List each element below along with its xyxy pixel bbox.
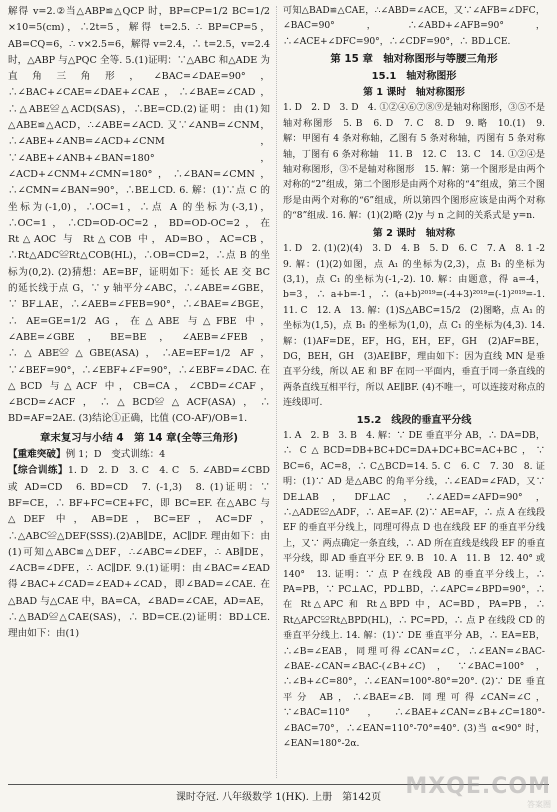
section-heading: 15.2 线段的垂直平分线 [356, 414, 472, 426]
section-heading: 15.1 轴对称图形 [371, 70, 457, 82]
chapter-heading: 第 15 章 轴对称图形与等腰三角形 [330, 53, 498, 66]
watermark-text: MXQE.COM [405, 774, 551, 799]
watermark-subtext: 答案圈 [527, 800, 551, 809]
section-tag: 【综合训练】 [8, 465, 68, 477]
answer-paragraph [283, 101, 545, 224]
paragraph-text: 1. D 2. D 3. D 4. ①②④⑥⑦⑧⑨是轴对称图形，③⑤不是轴对称图形 5. B 6. D 7. C 8. D 9. 略 10.(1) 9. 解：甲图有 4 条对称轴，乙图有 5 条对称轴，丙图有 5 条对称轴，丁图有 6 条对称轴 11. B 12. C 13. C 14. ①②④是轴对称图形，③不是轴对称图形 15. 解：第一个图形是由两个对称的“2”组成，第二个图形是由两个对称的“4”组成，第三个图形是由两个对称的“6”组成，所以第四个图形应该是由两个对称的“8”组成. 16. 解：(1)(2)略 (2)y 与 n 之间的关系式是 y=n. [283, 103, 545, 222]
paragraph-text: 可知△BAD≌△CAE，∴∠ABD=∠ACE，又∵∠AFB=∠DFC，∠BAC=90°，∴∠ABD+∠AFB=90°，∴∠ACE+∠DFC=90°，∴∠CDF=90°，∴ BD⊥CE. [283, 6, 545, 47]
lesson-heading: 第 2 课时 轴对称 [372, 227, 456, 239]
paragraph-text: 解得 v=2.②当△ABP≌△QCP 时，BP=CP=1/2 BC=1/2 ×10=5(cm)，∴2t=5，解得 t=2.5. ∴ BP=CP=5，AB=CQ=6，∴ v×2.5=6，解得 v=2.4，∴ t=2.5，v=2.4 时，△ABP 与△PQC 全等. 5.(1)证明：∵△ABC 和△ADE 为直角三角形，∠BAC=∠DAE=90°，∴∠BAC+∠CAE=∠DAE+∠CAE，∴∠BAE=∠CAD，∴△ABE≌△ACD(SAS)，∴BE=CD.(2)证明：由(1)知△ABE≌△ACD，∴∠ABE=∠ACD. 又∵∠ANB=∠CNM，∴∠ABE+∠ANB=∠ACD+∠CNM，∵∠ABE+∠ANB+∠BAN=180°，∠ACD+∠CNM+∠CMN=180°，∴∠BAN=∠CMN，∴∠CMN=∠BAN=90°，∴BE⊥CD. 6. 解：(1)∵点 C 的坐标为(-1,0)，∴OC=1，∴点 A 的坐标为(-3,1)，∴OC=1，∴CD=OD-OC=2，BD=OD-OC=2，在 Rt△AOC 与 Rt△COB 中，AD=BO，AC=CB，∴Rt△ADC≌Rt△COB(HL)，∴OB=CD=2，∴点 B 的坐标为(0,2). (2)猜想：AE=BF，证明如下：延长 AE 交 BC 的延长线于点 G，∵ y 轴平分∠ABC，∴∠ABE=∠GBE，∵ BF⊥AE，∴∠AEB=∠FEB=90°，∴∠BAE=∠BGE，∴ AE=GE=1/2 AG，在△ABE 与△FBE 中，∠ABE=∠GBE，BE=BE，∠AEB=∠FEB，∴△ABE≌△GBE(ASA)，∴AE=EF=1/2 AF，∵∠BEF=90°，∴∠EBF+∠F=90°，∴∠EBF=∠DAC. 在△BCD 与△ACF 中，CB=CA，∠CBD=∠CAF，∠BCD=∠ACF，∴△BCD≌△ACF(ASA)，∴ BD=AF=2AE. (3)结论①正确，比值 (CO-AF)/OB=1. [8, 6, 270, 425]
chapter-heading: 章末复习与小结 4 第 14 章(全等三角形) [40, 431, 238, 444]
answer-paragraph [283, 242, 555, 411]
answer-paragraph [8, 4, 270, 428]
paragraph-text: 1. D 2. D 3. C 4. C 5. ∠ABD=∠CBD 或 AD=CD 6. BD=CD 7. (-1,3) 8. (1)证明：∵ BF=CE，∴ BF+FC=CE+FC，即 BC=EF. 在△ABC 与△DEF 中，AB=DE，BC=EF，AC=DF，∴△ABC≌△DEF(SSS).(2)AB∥DE，AC∥DF. 理由如下：由(1)可知△ABC≌△DEF，∴∠ABC=∠DEF，∴ AB∥DE，∠ACB=∠DFE，∴ AC∥DF. 9.(1)证明：由∠BAC=∠EAD 得∠BAC+∠CAD=∠EAD+∠CAD，即∠BAD=∠CAE. 在△BAD 与△CAE 中，BA=CA，∠BAD=∠CAE，AD=AE，∴△BAD≌△CAE(SAS)，∴ BD=CE.(2)证明：BD⊥CE. 理由如下：由(1) [8, 465, 270, 640]
right-column [283, 4, 555, 753]
lesson-heading: 第 1 课时 轴对称图形 [363, 87, 465, 99]
paragraph-text: 例 1；D 变式训练：4 [65, 449, 166, 461]
left-column [8, 4, 270, 643]
paragraph-text: 1. D 2. (1)(2)(4) 3. D 4. B 5. D 6. C 7. A 8. 1 -2 9. 解：(1)(2)如图，点 A₁ 的坐标为(2,3)，点 B₁ 的坐标为(3,1)，点 C₁ 的坐标为(-1,-2). 10. 解：由题意，得 a=-4，b=3，∴ a+b=-1，∴ (a+b)²⁰¹⁹=(-4+3)²⁰¹⁹=(-1)²⁰¹⁹=-1. 11. C 12. A 13. 解：(1)S△ABC=15/2 (2)图略，点 A₁ 的坐标为(1,5)，点 B₁ 的坐标为(1,0)，点 C₁ 的坐标为(4,3). 14. 解：(1)AF=DE，EF，HG，EH，EF，GH (2)AF=BE，DG，BEH，GH (3)AE∥BF，理由如下：因为直线 MN 是垂直平分线，所以 AE 和 BF 在同一平面内，垂直于同一条直线的两条直线互相平行，所以 AE∥BF. (4)不唯一，可以连接对称点的连线即可. [283, 244, 555, 409]
answer-paragraph [8, 463, 270, 642]
watermark-logo [405, 774, 551, 810]
paragraph-text: 1. A 2. B 3. B 4. 解：∵ DE 垂直平分 AB，∴ DA=DB，∴ C△BCD=DB+BC+DC=DA+DC+BC=AC+BC，∵ BC=6，AC=8，∴ C△BCD=14. 5. C 6. C 7. 30 8. 证明：(1)∵ AD 是△ABC 的角平分线，∴∠EAD=∠FAD，又∵ DE⊥AB，DF⊥AC，∴∠AED=∠AFD=90°，∴△ADE≌△ADF，∴ AE=AF. (2)∵ AE=AF，∴ 点 A 在线段 EF 的垂直平分线上，同理可得点 D 也在线段 EF 的垂直平分线上，又∵ 两点确定一条直线，∴ AD 所在直线是线段 EF 的垂直平分线，即 AD 垂直平分 EF. 9. B 10. A 11. B 12. 40° 或 140° 13. 证明：∵ 点 P 在线段 AB 的垂直平分线上，∴ PA=PB，∵ PC⊥AC，PD⊥BD，∴∠APC=∠BPD=90°，∴ 在 Rt△APC 和 Rt△BPD 中，AC=BD，PA=PB，∴ Rt△APC≌Rt△BPD(HL)，∴ PC=PD，∴ 点 P 在线段 CD 的垂直平分线上. 14. 解：(1)∵ DE 垂直平分 AB，∴ EA=EB，∴∠B=∠EAB，同理可得∠CAN=∠C，∴∠EAN=∠BAC-∠BAE-∠CAN=∠BAC-(∠B+∠C)，∵∠BAC=100°，∴∠B+∠C=80°，∴∠EAN=100°-80°=20°. (2)∵ DE 垂直平分 AB，∴∠BAE=∠B. 同理可得∠CAN=∠C，∵∠BAC=110°，∴∠BAE+∠CAN=∠B+∠C=180°-∠BAC=70°，∴∠EAN=110°-70°=40°. (3)当 α<90° 时，∠EAN=180°-2α. [283, 430, 545, 750]
section-tag: 【重难突破】 [8, 449, 66, 461]
column-divider [276, 6, 277, 778]
answer-paragraph [8, 447, 270, 463]
answer-paragraph [283, 429, 545, 753]
page-footer: 课时夺冠. 八年级数学 1(HK). 上册 第142页 [175, 792, 382, 803]
answer-paragraph [283, 4, 545, 50]
